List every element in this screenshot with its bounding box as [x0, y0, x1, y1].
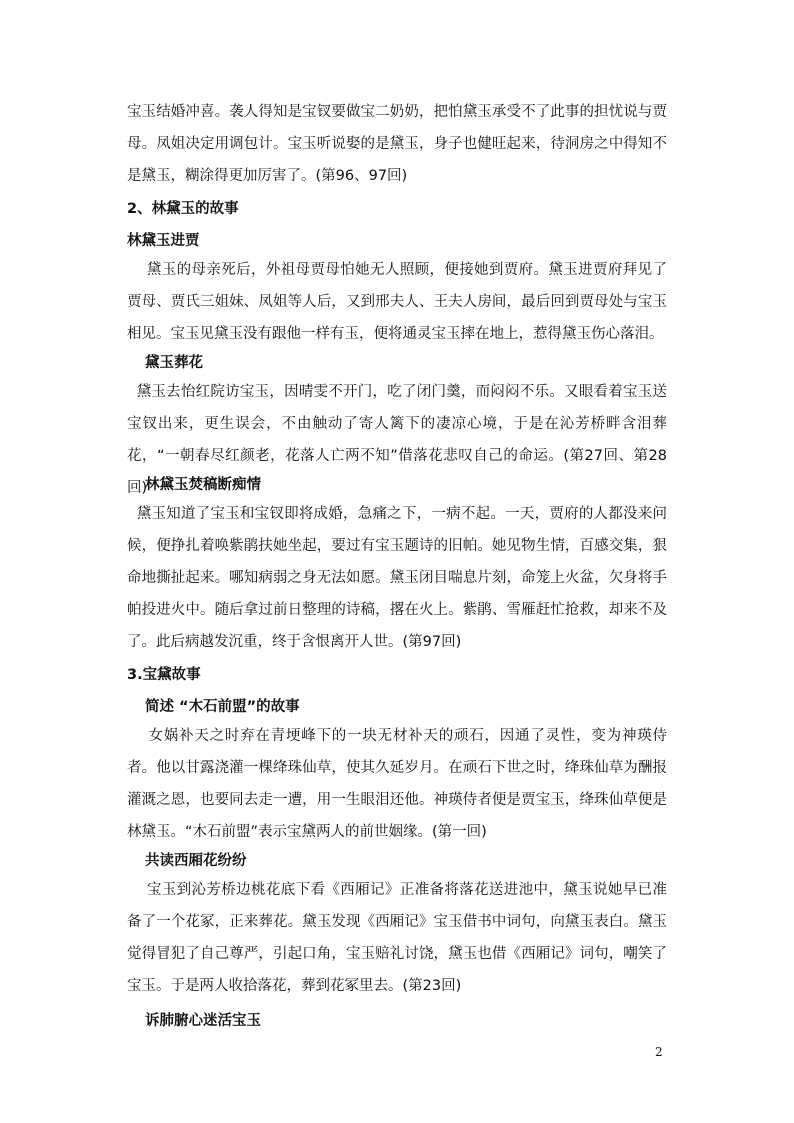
heading-flower-burial: 黛玉葬花: [145, 355, 203, 371]
paragraph-daiyu-enters: 黛玉的母亲死后，外祖母贾母怕她无人照顾，便接她到贾府。黛玉进贾府拜见了贾母、贾氏三姐妹、凤姐等人后，又到邢夫人、王夫人房间，最后回到贾母处与宝玉相见。宝玉见黛玉没有跟他一样有玉，便将通灵宝玉摔在地上，惹得黛玉伤心落泪。: [127, 262, 668, 342]
paragraph-flower-burial: 黛玉去怡红院访宝玉，因晴雯不开门，吃了闭门羹，而闷闷不乐。又眼看着宝玉送宝钗出来，更生误会，不由触动了寄人篱下的凄凉心境，于是在沁芳桥畔含泪葬花，“一朝春尽红颜老，花落人亡两不知”借落花悲叹自己的命运。(第27回、第28回): [127, 384, 668, 496]
heading-section-3: 3.宝黛故事: [127, 667, 201, 683]
heading-section-2: 2、林黛玉的故事: [127, 201, 239, 217]
heading-heart-confession: 诉肺腑心迷活宝玉: [145, 1013, 261, 1029]
heading-burning-poems: 林黛玉焚稿断痴情: [145, 477, 261, 493]
heading-xixiang: 共读西厢花纷纷: [145, 853, 247, 869]
paragraph-burning-poems: 黛玉知道了宝玉和宝钗即将成婚，急痛之下，一病不起。一天，贾府的人都没来问候，便挣扎着唤紫鹃扶她坐起，要过有宝玉题诗的旧帕。她见物生情，百感交集，狠命地撕扯起来。哪知病弱之身无法如愿。黛玉闭目喘息片刻，命笼上火盆，欠身将手帕投进火中。随后拿过前日整理的诗稿，撂在火上。紫鹃、雪雁赶忙抢救，却来不及了。此后病越发沉重，终于含恨离开人世。(第97回): [127, 506, 668, 650]
heading-mushi-qianmeng: 简述 “木石前盟”的故事: [145, 699, 300, 715]
paragraph-wedding: 宝玉结婚冲喜。袭人得知是宝钗要做宝二奶奶，把怕黛玉承受不了此事的担忧说与贾母。凤姐决定用调包计。宝玉听说娶的是黛玉，身子也健旺起来，待洞房之中得知不是黛玉，糊涂得更加厉害了。(第96、97回): [127, 104, 667, 184]
page-number: 2: [655, 1045, 663, 1059]
paragraph-mushi-qianmeng: 女娲补天之时弃在青埂峰下的一块无材补天的顽石，因通了灵性，变为神瑛侍者。他以甘露浇灌一棵绛珠仙草，使其久延岁月。在顽石下世之时，绛珠仙草为酬报灌溉之恩，也要同去走一遭，用一生眼泪还他。神瑛侍者便是贾宝玉，绛珠仙草便是林黛玉。“木石前盟”表示宝黛两人的前世姻缘。(第一回): [127, 728, 668, 840]
heading-daiyu-enters: 林黛玉进贾: [127, 233, 200, 249]
paragraph-xixiang: 宝玉到沁芳桥边桃花底下看《西厢记》正准备将落花送进池中，黛玉说她早已准备了一个花冢，正来葬花。黛玉发现《西厢记》宝玉借书中词句，向黛玉表白。黛玉觉得冒犯了自己尊严，引起口角，宝玉赔礼讨饶，黛玉也借《西厢记》词句，嘲笑了宝玉。于是两人收拾落花，葬到花冢里去。(第23回): [127, 882, 668, 994]
